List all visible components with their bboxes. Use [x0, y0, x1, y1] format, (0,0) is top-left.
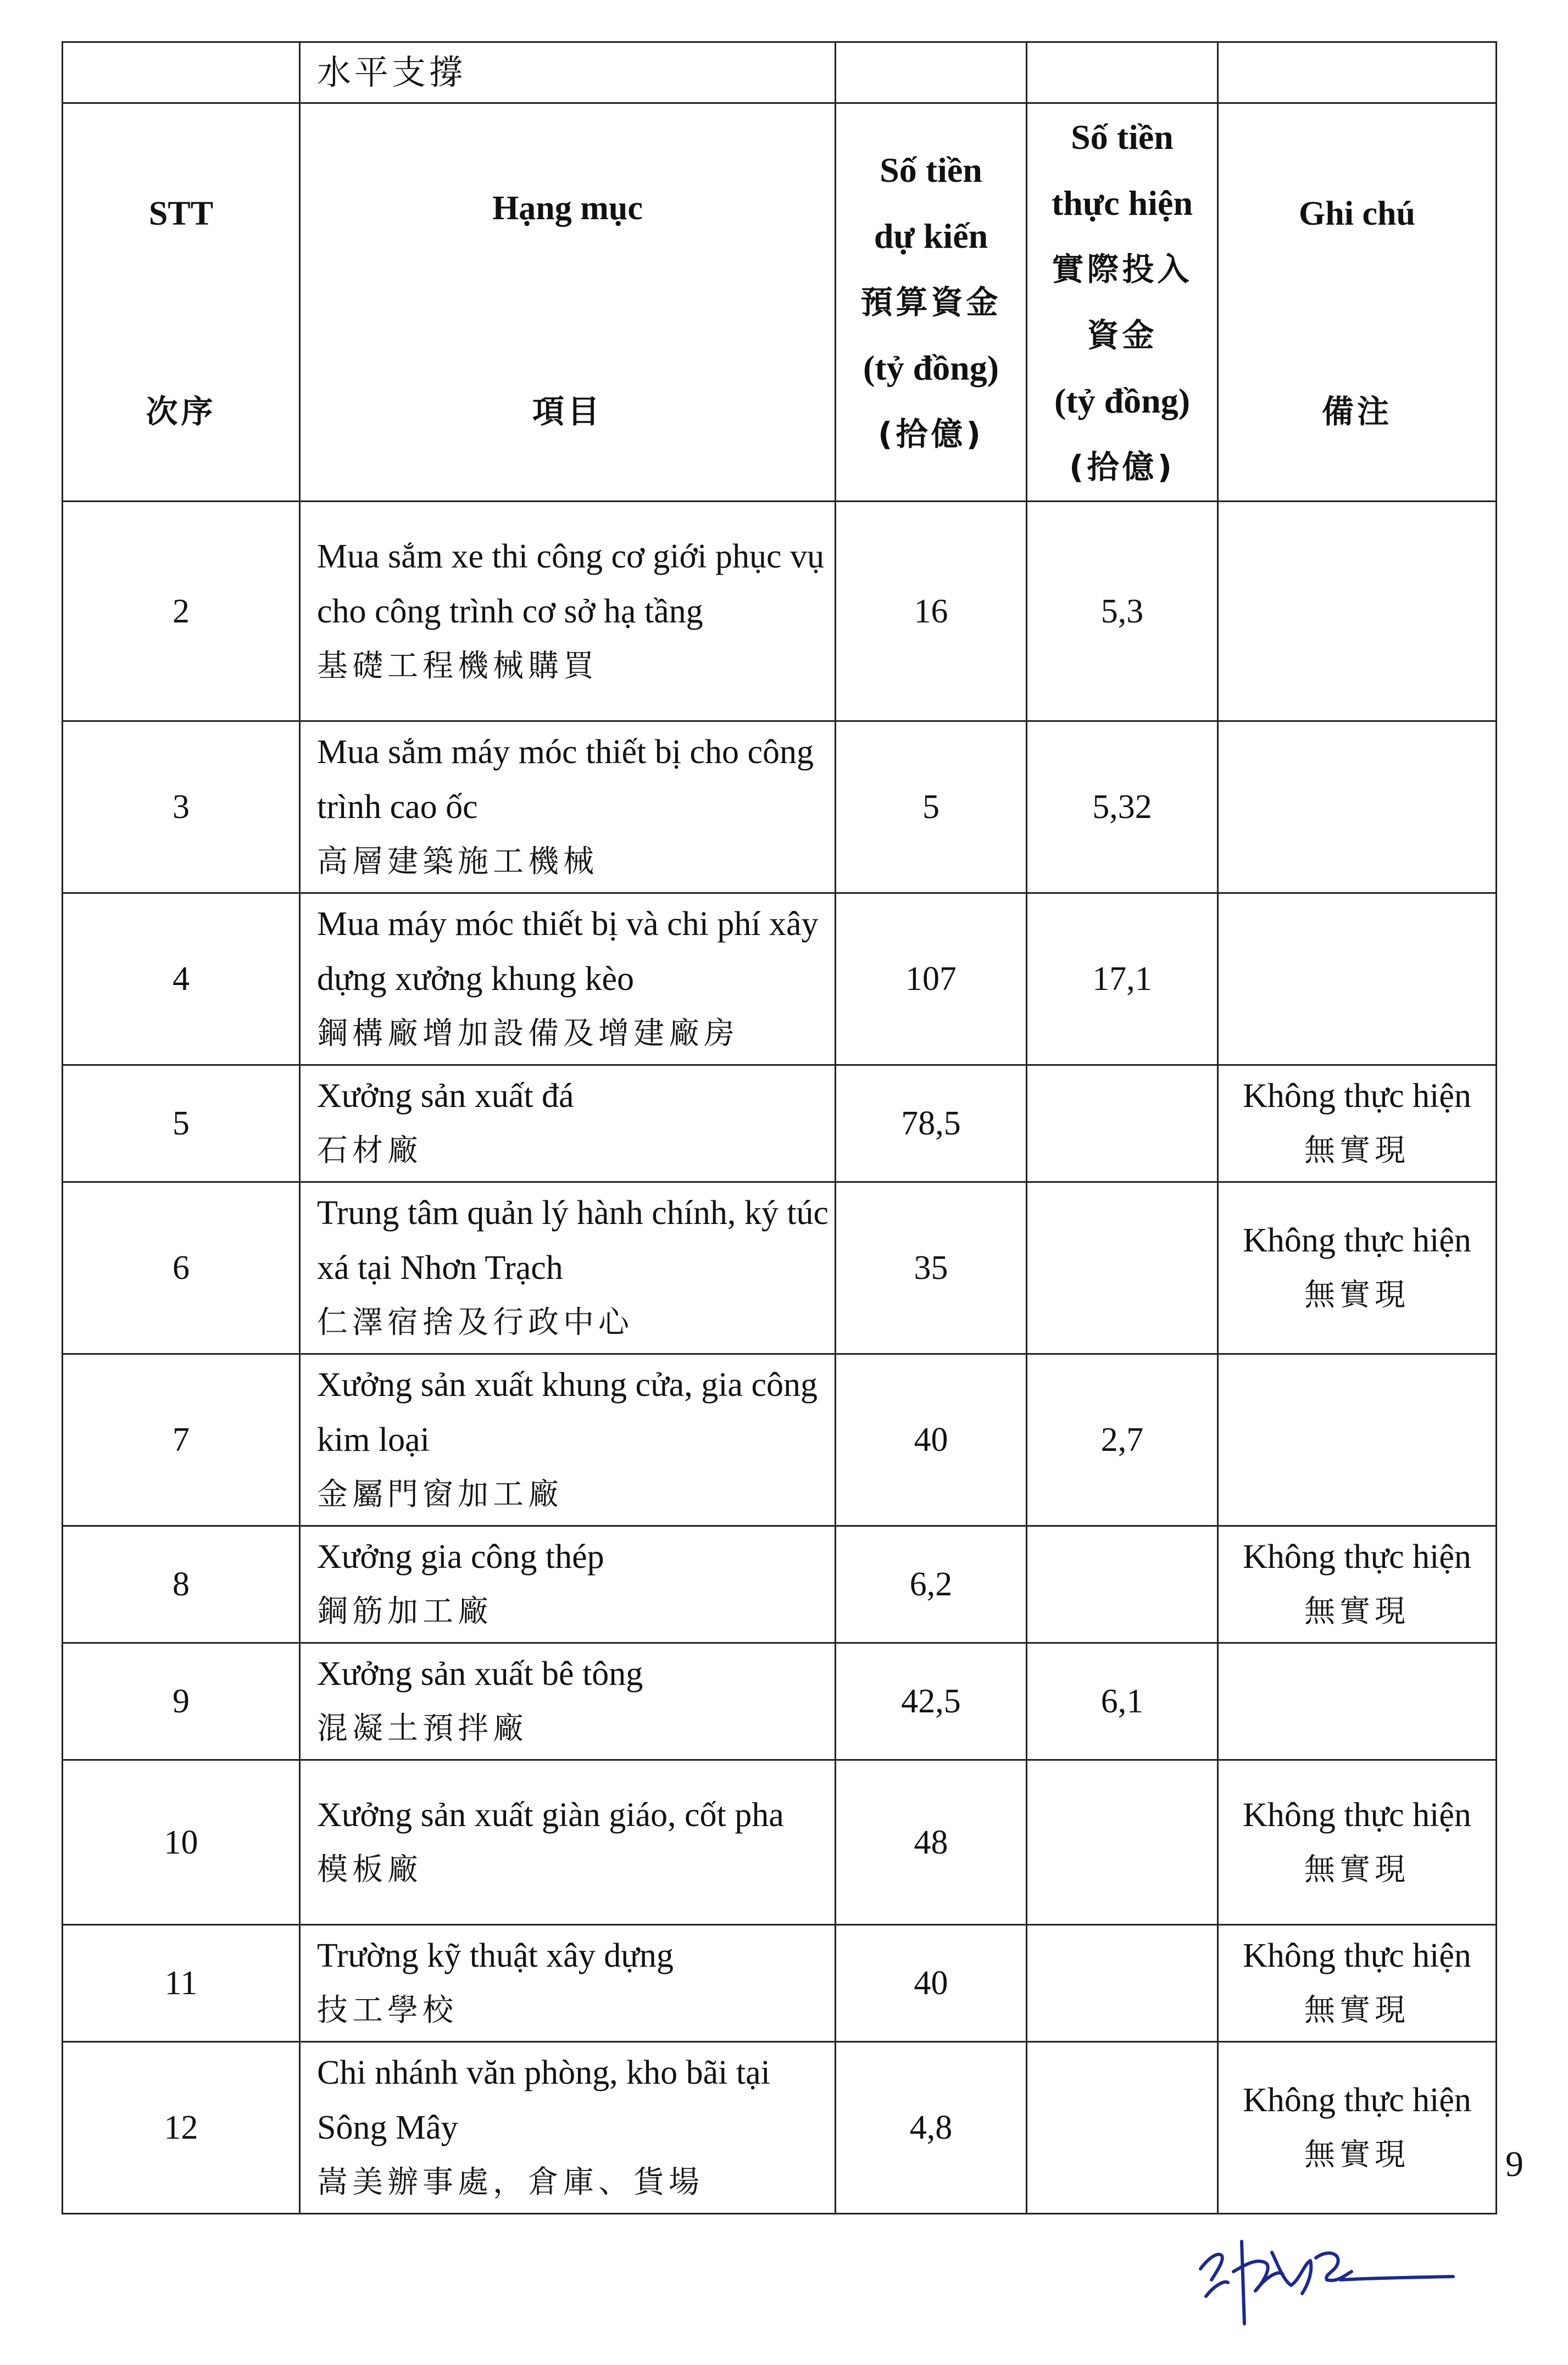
header-note-vi: Ghi chú: [1299, 195, 1415, 232]
row-number: 12: [63, 2042, 300, 2214]
row-item: [300, 1925, 836, 2042]
row-note: [1218, 1065, 1497, 1182]
row-actual: [1027, 1065, 1218, 1182]
header-note: [1218, 103, 1497, 502]
header-actual-zh-2: 資金: [1087, 316, 1158, 354]
table-row: [63, 1182, 1497, 1354]
row-note-zh: 無實現: [1304, 2137, 1410, 2173]
header-item-zh: 項目: [532, 393, 603, 430]
table-row: [63, 1065, 1497, 1182]
header-stt: [63, 103, 300, 502]
row-note-vi: Không thực hiện: [1243, 1538, 1471, 1576]
signature-image: [1195, 2219, 1464, 2335]
header-planned-unit-zh: (拾億): [877, 415, 985, 453]
row-item-vi: Xưởng sản xuất khung cửa, gia công kim loại: [317, 1366, 818, 1459]
row-planned: 40: [836, 1925, 1027, 2042]
row-item-zh: 嵩美辦事處，倉庫、貨場: [317, 2164, 704, 2200]
row-note-vi: Không thực hiện: [1243, 2082, 1471, 2119]
row-item-vi: Mua sắm máy móc thiết bị cho công trình cao ốc: [317, 733, 814, 826]
row-planned: 78,5: [836, 1065, 1027, 1182]
row-actual: [1027, 1182, 1218, 1354]
table-row: [63, 502, 1497, 721]
row-planned: 42,5: [836, 1643, 1027, 1760]
row-actual: 17,1: [1027, 893, 1218, 1065]
row-item-vi: Xưởng gia công thép: [317, 1538, 604, 1576]
row-actual: 6,1: [1027, 1643, 1218, 1760]
row-note: [1218, 893, 1497, 1065]
row-note-vi: Không thực hiện: [1243, 1937, 1471, 1974]
row-number: 10: [63, 1760, 300, 1925]
table-row: [63, 1526, 1497, 1643]
row-note: [1218, 1643, 1497, 1760]
row-actual: 2,7: [1027, 1354, 1218, 1526]
row-actual: [1027, 1760, 1218, 1925]
row-item-vi: Chi nhánh văn phòng, kho bãi tại Sông Mây: [317, 2054, 770, 2146]
row-item-zh: 仁澤宿捨及行政中心: [317, 1305, 633, 1340]
row-number: 11: [63, 1925, 300, 2042]
row-note-zh: 無實現: [1304, 1594, 1410, 1629]
row-number: 3: [63, 721, 300, 893]
row-planned: 40: [836, 1354, 1027, 1526]
row-item-vi: Xưởng sản xuất giàn giáo, cốt pha: [317, 1796, 784, 1834]
row-note-zh: 無實現: [1304, 1993, 1410, 2028]
row-actual: [1027, 1526, 1218, 1643]
table-row: [63, 1925, 1497, 2042]
row-actual: [1027, 2042, 1218, 2214]
row-item-zh: 混凝土預拌廠: [317, 1711, 528, 1746]
row-item-vi: Trường kỹ thuật xây dựng: [317, 1937, 674, 1974]
row-note-zh: 無實現: [1304, 1851, 1410, 1888]
row-planned: 5: [836, 721, 1027, 893]
header-planned-zh: 預算資金: [860, 283, 1002, 321]
header-planned: [836, 103, 1027, 502]
row-number: 9: [63, 1643, 300, 1760]
row-note: [1218, 1354, 1497, 1526]
table-row: [63, 1643, 1497, 1760]
row-item: [300, 1354, 836, 1526]
row-item: [300, 502, 836, 721]
table-row: [63, 893, 1497, 1065]
page-number: 9: [1505, 2144, 1523, 2184]
row-planned: 107: [836, 893, 1027, 1065]
row-note-vi: Không thực hiện: [1243, 1222, 1471, 1259]
table-row: [63, 2042, 1497, 2214]
row-item-zh: 模板廠: [317, 1851, 422, 1888]
header-planned-vi-1: Số tiền: [880, 151, 982, 190]
header-stt-zh: 次序: [146, 393, 216, 430]
row-planned: 16: [836, 502, 1027, 721]
row-planned: 35: [836, 1182, 1027, 1354]
row-item: [300, 893, 836, 1065]
row-actual: 5,32: [1027, 721, 1218, 893]
row-item-vi: Mua sắm xe thi công cơ giới phục vụ cho công trình cơ sở hạ tầng: [317, 537, 825, 630]
header-actual-unit-vi: (tỷ đồng): [1054, 381, 1191, 420]
header-actual-vi-2: thực hiện: [1051, 183, 1193, 222]
header-actual-zh-1: 實際投入: [1052, 251, 1193, 288]
header-item-vi: Hạng mục: [492, 190, 643, 227]
continued-row: [63, 42, 1497, 103]
row-item-vi: Trung tâm quản lý hành chính, ký túc xá tại Nhơn Trạch: [317, 1194, 829, 1287]
row-item-vi: Xưởng sản xuất bê tông: [317, 1655, 643, 1693]
budget-table: [62, 41, 1497, 2214]
row-item: [300, 721, 836, 893]
row-item: [300, 1182, 836, 1354]
header-row: [63, 103, 1497, 502]
continued-item: 水平支撐: [317, 52, 467, 92]
row-number: 5: [63, 1065, 300, 1182]
row-note: [1218, 1760, 1497, 1925]
header-planned-unit-vi: (tỷ đồng): [863, 348, 999, 387]
row-item-zh: 基礎工程機械購買: [317, 648, 598, 684]
row-note: [1218, 502, 1497, 721]
table-row: [63, 1760, 1497, 1925]
row-actual: 5,3: [1027, 502, 1218, 721]
row-note: [1218, 1182, 1497, 1354]
row-planned: 48: [836, 1760, 1027, 1925]
row-item-zh: 鋼筋加工廠: [317, 1594, 493, 1629]
row-note: [1218, 721, 1497, 893]
row-item-zh: 金屬門窗加工廠: [317, 1477, 563, 1512]
row-item-zh: 石材廠: [317, 1133, 422, 1168]
row-note: [1218, 1526, 1497, 1643]
row-note-vi: Không thực hiện: [1243, 1796, 1471, 1834]
row-item: [300, 1643, 836, 1760]
row-item-vi: Mua máy móc thiết bị và chi phí xây dựng xưởng khung kèo: [317, 905, 819, 998]
table-row: [63, 721, 1497, 893]
row-number: 4: [63, 893, 300, 1065]
row-item: [300, 1065, 836, 1182]
table-row: [63, 1354, 1497, 1526]
row-item: [300, 2042, 836, 2214]
row-item-zh: 技工學校: [317, 1993, 458, 2028]
row-number: 7: [63, 1354, 300, 1526]
row-item: [300, 1760, 836, 1925]
row-note: [1218, 1925, 1497, 2042]
row-planned: 4,8: [836, 2042, 1027, 2214]
row-actual: [1027, 1925, 1218, 2042]
row-number: 6: [63, 1182, 300, 1354]
row-note: [1218, 2042, 1497, 2214]
row-item-zh: 高層建築施工機械: [317, 844, 598, 880]
row-item-vi: Xưởng sản xuất đá: [317, 1077, 574, 1115]
row-number: 2: [63, 502, 300, 721]
header-actual: [1027, 103, 1218, 502]
row-item: [300, 1526, 836, 1643]
header-note-zh: 備注: [1321, 393, 1392, 430]
row-note-zh: 無實現: [1304, 1277, 1410, 1313]
row-planned: 6,2: [836, 1526, 1027, 1643]
header-item: [300, 103, 836, 502]
header-actual-vi-1: Số tiền: [1071, 118, 1174, 157]
row-note-zh: 無實現: [1304, 1133, 1410, 1168]
header-planned-vi-2: dự kiến: [874, 216, 988, 255]
row-item-zh: 鋼構廠增加設備及增建廠房: [317, 1016, 739, 1051]
row-note-vi: Không thực hiện: [1243, 1077, 1471, 1115]
row-number: 8: [63, 1526, 300, 1643]
header-actual-unit-zh: (拾億): [1069, 448, 1176, 486]
header-stt-vi: STT: [148, 195, 214, 232]
